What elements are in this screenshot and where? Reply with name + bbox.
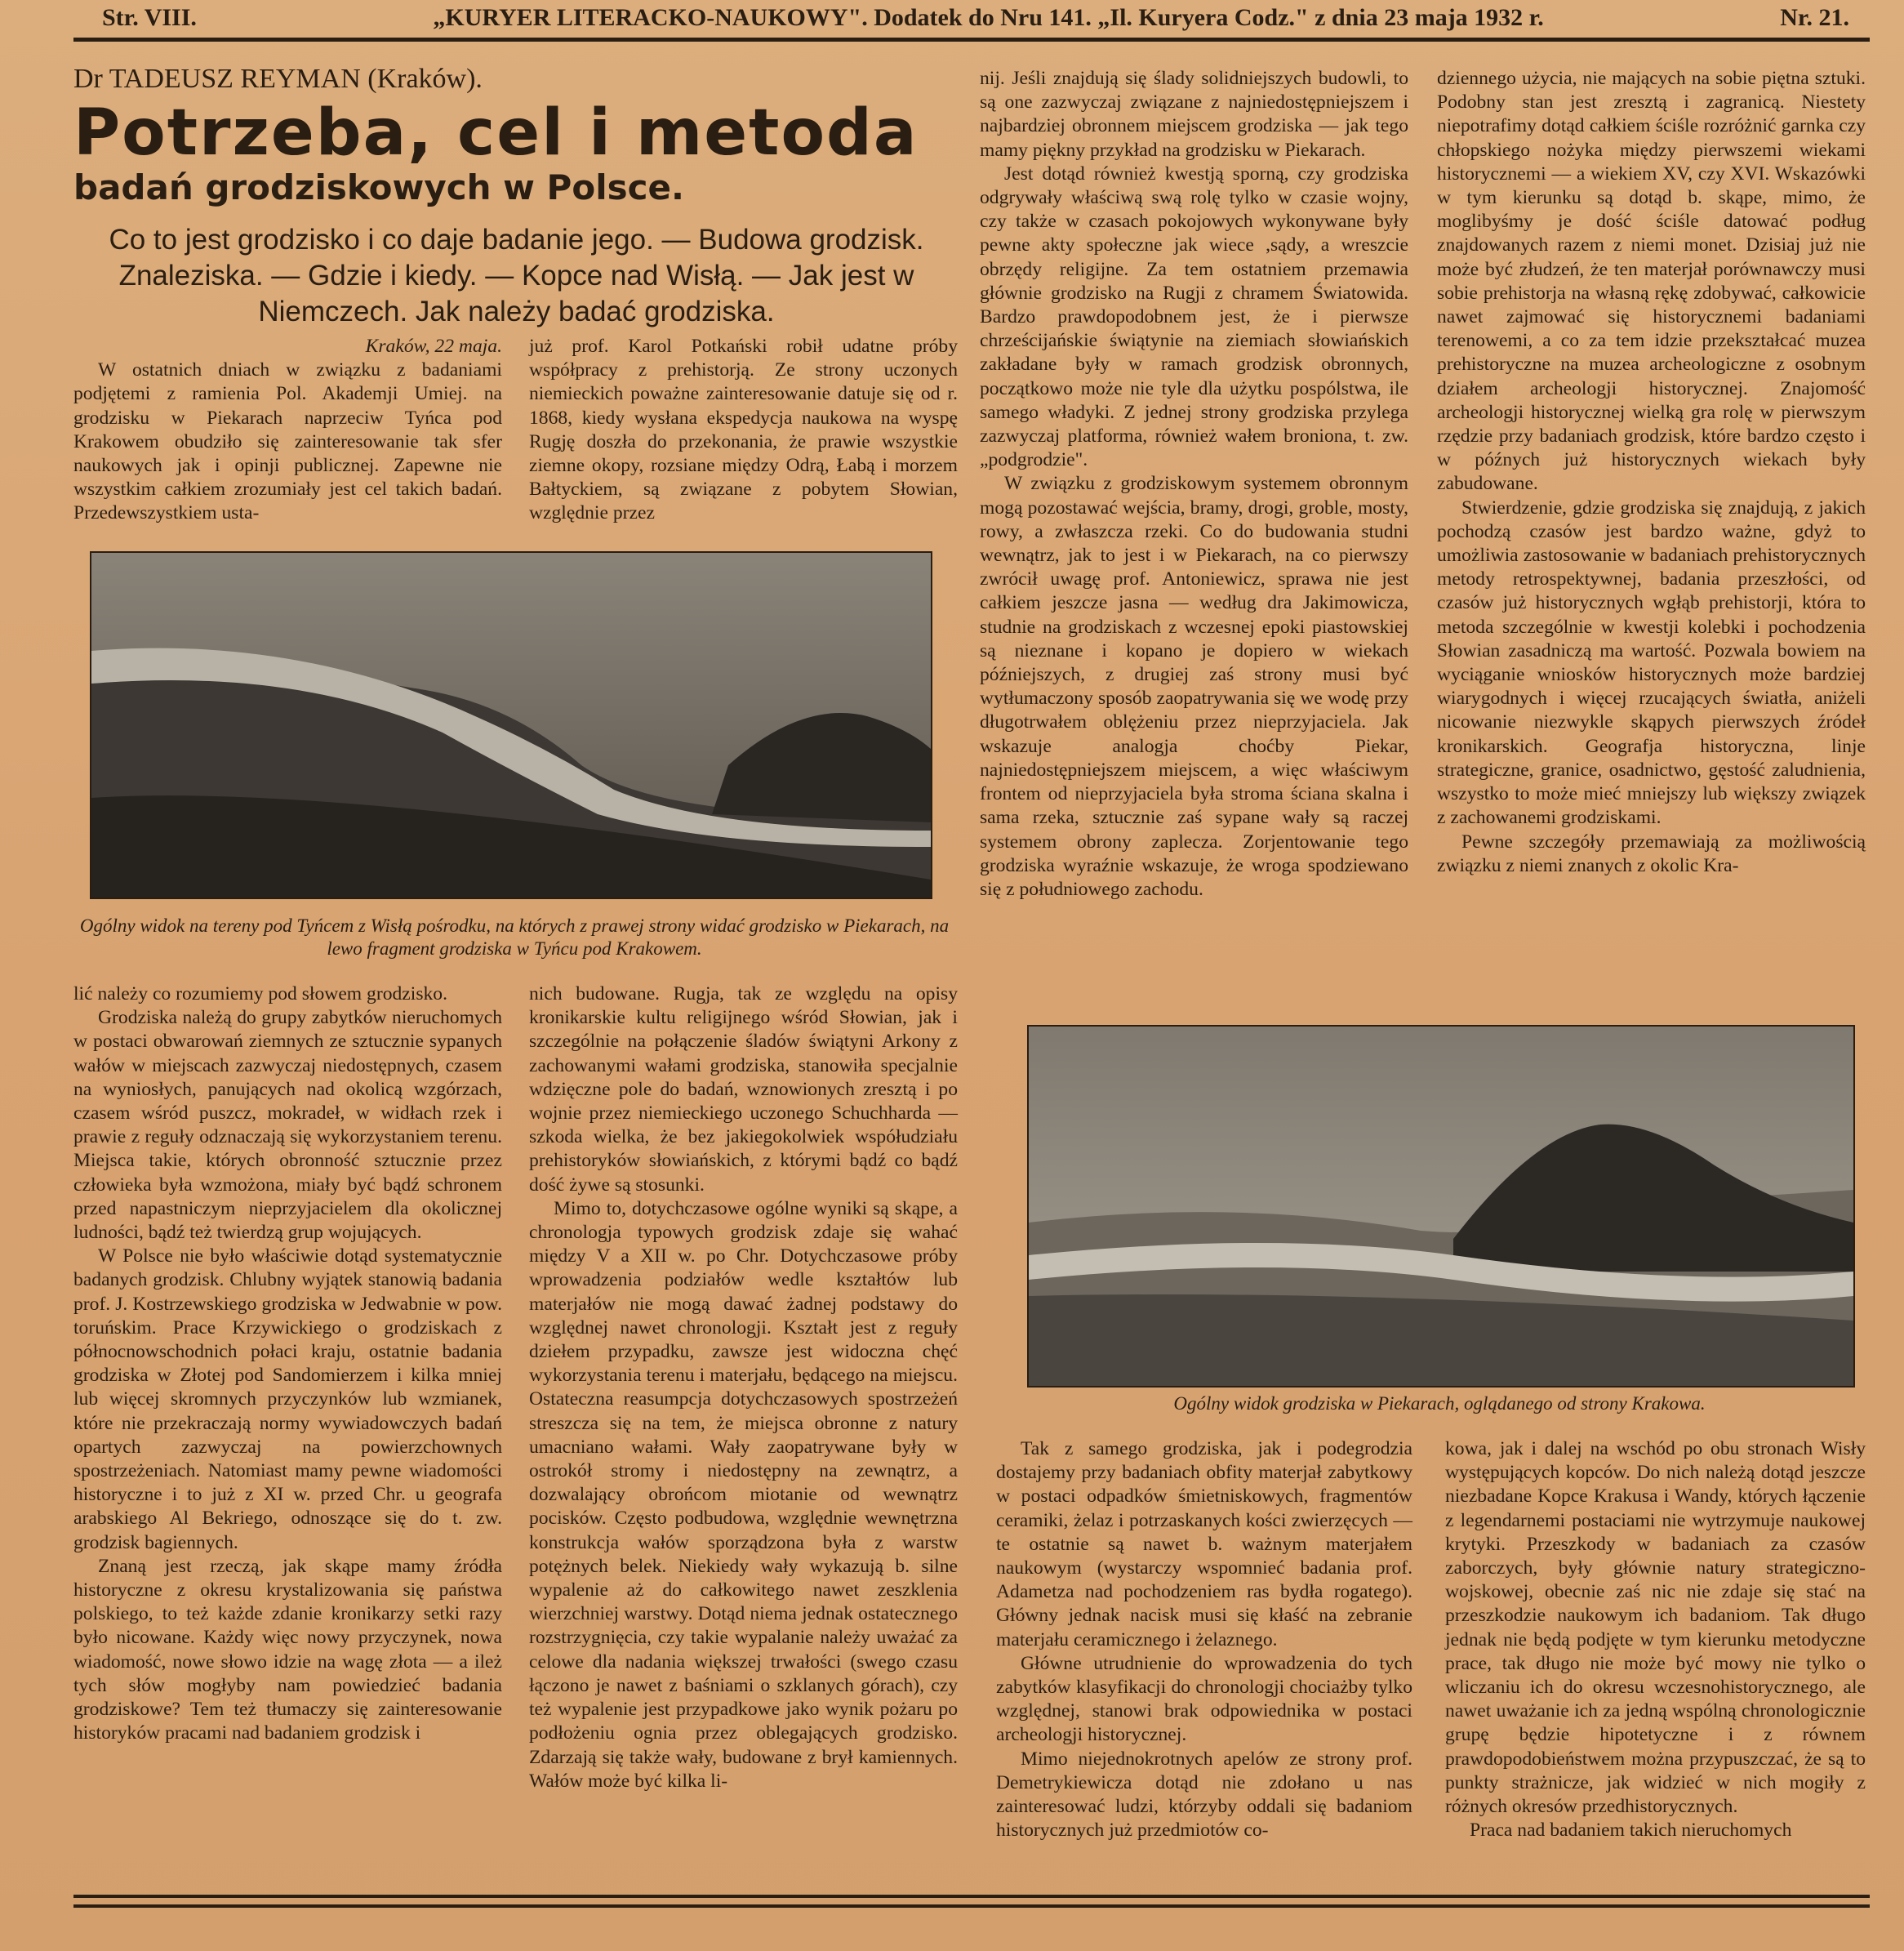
article-subtitle: Co to jest grodzisko i co daje badanie jego. — Budowa grodzisk. Znaleziska. — Gdzie i kiedy. — Kopce nad Wisłą. — Jak jest w Niemczech. Jak należy badać grodziska. <box>109 224 924 327</box>
column-a2 <box>529 335 958 526</box>
paragraph: już prof. Karol Potkański robił udatne próby współpracy z prehistorją. Ze strony uczonych niemieckich poważne zainteresowanie datuje się od r. 1868, kiedy wysłana ekspedycja naukowa na wyspę Rugję doszła do przekonania, że prawie wszystkie ziemne okopy, rozsiane między Odrą, Łabą i morzem Bałtyckiem, są związane z pobytem Słowian, względnie przez <box>529 336 958 524</box>
paragraph: lić należy co rozumiemy pod słowem grodzisko. <box>73 983 447 1004</box>
photo2-caption: Ogólny widok grodziska w Piekarach, oglądanego od strony Krakowa. <box>1173 1393 1706 1414</box>
column-b1 <box>73 982 502 1746</box>
paragraph: Praca nad badaniem takich nieruchomych <box>1470 1820 1792 1842</box>
paragraph: Znaną jest rzeczą, jak skąpe mamy źródła historyczne z okresu krystalizowania się państwa polskiego, to też każde zdanie kronikarzy setki razy było nicowane. Każdy więc nowy przyczynek, nowa wiadomość, nowe słowo idzie na wagę złota — a ileż tych słów mogłyby nam powiedzieć badania grodziskowe? Tem też tłumaczy się zainteresowanie historyków pracami nad badaniem grodzisk i <box>73 1555 502 1744</box>
footer-rule-1 <box>73 1895 1870 1898</box>
footer-rule-2 <box>73 1904 1870 1908</box>
paragraph: Główne utrudnienie do wprowadzenia do tych zabytków klasyfikacji do chronologji chociażby tylko względnej, stanowi brak odpowiednika w postaci archeologji historycznej. <box>996 1652 1412 1746</box>
page-header <box>102 2 1849 34</box>
paragraph: Mimo to, dotychczasowe ogólne wyniki są skąpe, a chronologja typowych grodzisk zdaje się wahać między V a XII w. po Chr. Dotychczasowe próby wprowadzenia podziałów wedle kształtów lub materjałów nie mogą dawać żadnej podstawy do względnej nawet chronologji. Kształt jest z reguły dziełem przypadku, zawsze jest widoczna chęć wykorzystania terenu i materjału, będącego na miejscu. Ostateczna reasumpcja dotychczasowych spostrzeżeń streszcza się na tem, że miejsca obronne z natury umacniano wałami. Wały zaopatrywane były w ostrokół stromy i niedostępny na zewnątrz, a dozwalający obrońcom miotanie od wewnątrz pocisków. Często podbudowa, względnie wewnętrzna konstrukcja wałów sporządzona była z warstw potężnych belek. Niekiedy wały wykazują b. silne wypalenie aż do całkowitego nawet zeszklenia wierzchniej warstwy. Dotąd niema jednak ostatecznego rozstrzygnięcia, czy takie wypalanie należy uważać za celowe dla nadania większej trwałości (swego czasu łączono je nawet z baśniami o szklanych górach), czy też wypalenie jest przypadkowe jako wynik pożaru po podłożeniu ognia przez oblegających grodzisko. Zdarzają się także wały, budowane z brył kamiennych. Wałów może być kilka li- <box>529 1197 958 1792</box>
paragraph: Pewne szczegóły przemawiają za możliwością związku z niemi znanych z okolic Kra- <box>1437 831 1866 876</box>
paragraph: Jest dotąd również kwestją sporną, czy grodziska odgrywały właściwą swą rolę tylko w czasie wojny, czy także w czasach pokojowych wykonywane były pewne akty społeczne jak wiece ,sądy, a wreszcie obrzędy religijne. Za tem ostatniem przemawia głównie grodzisko na Rugji z chramem Światowida. Bardzo prawdopodobnem jest, że i pierwsze chrześcijańskie świątynie na ziemiach słowiańskich zakładane były w ramach grodzisk obronnych, początkowo może nie tyle dla użytku pospólstwa, ile samego władyki. Z jednej strony grodziska przylega zazwyczaj platforma, również wałem broniona, t. zw. „podgrodzie". <box>980 163 1408 471</box>
header-publication: „KURYER LITERACKO-NAUKOWY". Dodatek do Nru 141. „Il. Kuryera Codz." z dnia 23 maja 1932 r. <box>433 4 1544 31</box>
paragraph: W ostatnich dniach w związku z badaniami podjętemi z ramienia Pol. Akademji Umiej. na grodzisku w Piekarach naprzeciw Tyńca pod Krakowem obudziło się zainteresowanie tak sfer naukowych jak i opinji publicznej. Zapewne nie wszystkim całkiem zrozumiały jest cel takich badań. Przedewszystkiem usta- <box>73 359 502 524</box>
header-issue-number: Nr. 21. <box>1780 4 1849 31</box>
paragraph: dziennego użycia, nie mających na sobie piętna sztuki. Podobny stan jest zresztą i zagranicą. Niestety niepotrafimy dotąd całkiem ściśle rozróżnić garnka czy chłopskiego nożyka między pierwszemi wiekami historycznemi — a wiekiem XV, czy XVI. Wskazówki w tym kierunku są dotąd b. skąpe, mimo, że moglibyśmy je dość ściśle datować podług znajdowanych razem z niemi monet. Dzisiaj już nie może być złudzeń, że ten materjał porównawczy musi sobie prehistorja na własną rękę zdobywać, całkowicie nawet zajmować się historycznemi badaniami terenowemi, a co za tem idzie przekształcać muzea prehistoryczne na muzea archeologiczne z osobnym działem archeologji historycznej. Znajomość archeologji historycznej wielką gra rolę w pierwszym rzędzie przy badaniach grodzisk, które bardzo często i w późnych już historycznych wiekach były zabudowane. <box>1437 68 1866 495</box>
paragraph: kowa, jak i dalej na wschód po obu stronach Wisły występujących kopców. Do nich należą dotąd jeszcze niezbadane Kopce Krakusa i Wandy, których łączenie z legendarnemi postaciami nie wytrzymuje naukowej krytyki. Przeszkody w badaniach za czasów zaborczych, były głównie natury strategiczno-wojskowej, obecnie zaś nic nie zdaje się stać na przeszkodzie naukowym ich badaniom. Tak długo jednak nie będą podjęte w tym kierunku metodyczne prace, tak długo nie może być mowy nie tylko o wliczaniu ich do okresu wczesnohistorycznego, ale nawet uważanie ich za jedną wspólną chronologicznie grupę będzie hipotetyczne i z równem prawdopodobieństwem można przypuszczać, że są to punkty strażnicze, jak widzieć w nich mogiły z różnych okresów przedhistorycznych. <box>1445 1438 1866 1818</box>
article-title: Potrzeba, cel i metoda <box>73 96 919 170</box>
column-c3 <box>980 67 1408 902</box>
column-b2 <box>529 982 958 1793</box>
header-page-number: Str. VIII. <box>102 4 197 31</box>
paragraph: Mimo niejednokrotnych apelów ze strony prof. Demetrykiewicza dotąd nie zdołano u nas zainteresować ludzi, którzyby oddali się badaniom historycznych już przedmiotów co- <box>996 1748 1412 1842</box>
column-d3 <box>996 1437 1412 1842</box>
photo-landscape-tyniec <box>90 551 932 899</box>
paragraph: Tak z samego grodziska, jak i podegrodzia dostajemy przy badaniach obfity materjał zabytkowy w postaci odpadków śmietniskowych, fragmentów ceramiki, żelaz i potrzaskanych kości zwierzęcych — te ostatnie są nawet b. ważnym materjałem naukowym (wystarczy wspomnieć badania prof. Adametza nad pochodzeniem ras bydła rogatego). Główny jednak nacisk musi się kłaść na zebranie materjału ceramicznego i żelaznego. <box>996 1438 1412 1650</box>
paragraph: nich budowane. Rugja, tak ze względu na opisy kronikarskie kultu religijnego wśród Słowian, jak i szczególnie na połączenie śladów świątyni Arkony z zachowanymi wałami grodziska, stanowiła specjalnie wdzięczne pole do badań, wznowionych zresztą i po wojnie przez niemieckiego uczonego Schuchharda — szkoda wielka, że bez jakiegokolwiek współudziału prehistoryków słowiańskich, z którymi bądź co bądź dość żywe są stosunki. <box>529 983 958 1196</box>
paragraph: nij. Jeśli znajdują się ślady solidniejszych budowli, to są one zazwyczaj związane z najniedostępniejszem i najbardziej obronnem miejscem grodziska — jak tego mamy piękny przykład na grodzisku w Piekarach. <box>980 68 1408 161</box>
paragraph: W Polsce nie było właściwie dotąd systematycznie badanych grodzisk. Chlubny wyjątek stanowią badania prof. J. Kostrzewskiego grodziska w Jedwabnie w pow. toruńskim. Prace Krzywickiego o grodziskach z północnowschodnich połaci kraju, ostatnie badania grodziska w Złotej pod Sandomierzem i kilka mniej lub więcej skromnych przyczynków lub wzmianek, które nie przekraczają normy wywiadowczych badań opartych zazwyczaj na powierzchownych spostrzeżeniach. Natomiast mamy pewne wiadomości historyczne i to już z XI w. przed Chr. u geografa arabskiego Al Bekriego, odnoszące się do t. zw. grodzisk bagiennych. <box>73 1245 502 1553</box>
column-c4 <box>1437 67 1866 878</box>
photo-landscape-image <box>91 553 931 898</box>
article-author: Dr TADEUSZ REYMAN (Kraków). <box>73 64 483 94</box>
paragraph: Stwierdzenie, gdzie grodziska się znajdują, z jakich pochodzą czasów jest bardzo ważne, gdyż to umożliwia zastosowanie w badaniach prehistorycznych metody retrospektywnej, badania przeszłości, od czasów już historycznych wgłąb prehistorji, która to metoda szczególnie w kwestji kolebki i pochodzenia Słowian zasadniczą ma wartość. Pozwala bowiem na wyciąganie wniosków historycznych może bardziej wiarygodnych i więcej rzucających światła, aniżeli nicowanie niezwykle skąpych pierwszych źródeł kronikarskich. Geografja historyczna, linje strategiczne, granice, osadnictwo, gęstość zaludnienia, wszystko to może mieć mniejszy lub większy związek z zachowanemi grodziskami. <box>1437 497 1866 829</box>
photo-grodzisko-piekary <box>1027 1025 1855 1388</box>
photo-grodzisko-image <box>1029 1027 1853 1386</box>
column-d4 <box>1445 1437 1866 1842</box>
header-rule <box>73 38 1870 42</box>
dateline: Kraków, 22 maja. <box>365 336 502 357</box>
paragraph: Grodziska należą do grupy zabytków nieruchomych w postaci obwarowań ziemnych ze sztucznie sypanych wałów w miejscach zazwyczaj niedostępnych, czasem na wyniosłych, panujących nad okolicą wzgórzach, czasem wśród puszcz, mokradeł, w widłach rzek i prawie z reguły odznaczają się wykorzystaniem terenu. Miejsca takie, których obronność sztucznie przez człowieka była wzmożona, miały być bądź schronem przed napastniczym nieprzyjacielem dla okolicznej ludności, bądź też twierdzą grup wojujących. <box>73 1007 502 1244</box>
article-title-line2: badań grodziskowych w Polsce. <box>73 167 684 207</box>
paragraph: W związku z grodziskowym systemem obronnym mogą pozostawać wejścia, bramy, drogi, groble, mosty, rowy, a zwłaszcza rzeki. Co do budowania studni wewnątrz, jak to jest i w Piekarach, na co pierwszy zwrócił uwagę prof. Antoniewicz, sprawa nie jest całkiem jeszcze jasna — według dra Jakimowicza, studnie na grodziskach z wczesnej epoki piastowskiej są nieznane i kopano je dopiero w wiekach późniejszych, z drugiej zaś strony musi być wytłumaczony sposób zaopatrywania się we wodę przy długotrwałem oblężeniu przez nieprzyjaciela. Jak wskazuje analogja choćby Piekar, najniedostępniejszem miejscem, a więc właściwym frontem od nieprzyjaciela była stroma ściana skalna i sama rzeka, sztucznie zaś sypane wały są raczej systemem obrony zaplecza. Zorjentowanie tego grodziska wyraźnie wskazuje, że wroga spodziewano się z południowego zachodu. <box>980 473 1408 900</box>
photo1-caption: Ogólny widok na tereny pod Tyńcem z Wisłą pośrodku, na których z prawej strony widać grodzisko w Piekarach, na lewo fragment grodziska w Tyńcu pod Krakowem. <box>79 915 950 959</box>
column-a1 <box>73 335 502 526</box>
